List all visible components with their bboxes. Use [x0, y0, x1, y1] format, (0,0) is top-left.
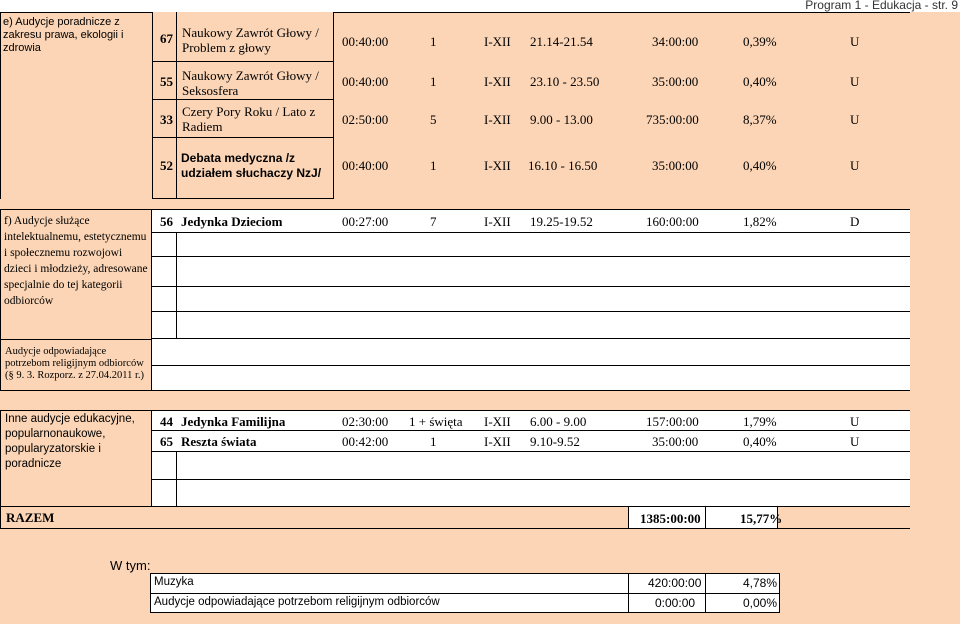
time-slot: 19.25-19.52	[530, 214, 593, 229]
program-title: Czery Pory Roku / Lato z Radiem	[182, 104, 316, 134]
page-header: Program 1 - Edukacja - str. 9	[805, 0, 958, 12]
duration: 00:40:00	[342, 34, 389, 49]
breakdown-name: Muzyka	[154, 576, 194, 588]
duration: 00:40:00	[342, 158, 389, 173]
percent: 1,82%	[743, 214, 777, 229]
type-code: U	[850, 414, 860, 429]
count: 5	[430, 112, 437, 127]
percent: 0,40%	[743, 158, 777, 173]
breakdown-value: 420:00:00	[648, 576, 702, 590]
type-code: U	[850, 34, 860, 49]
count: 1 + święta	[409, 414, 463, 429]
row-number: 55	[160, 74, 173, 89]
months: I-XII	[484, 158, 511, 173]
months: I-XII	[484, 74, 511, 89]
total-hours: 35:00:00	[652, 434, 699, 449]
row-number: 56	[160, 214, 173, 229]
duration: 02:30:00	[342, 414, 389, 429]
type-code: U	[850, 158, 860, 173]
category-other-label: Inne audycje edukacyjne, popularnonaukowe, popularyzatorskie i poradnicze	[5, 413, 135, 470]
category-f-label: f) Audycje służące intelektualnemu, estetycznemu i społecznemu rozwojowi dzieci i młodzieży, adresowane specjalnie do tej kategorii odbiorców	[4, 215, 148, 307]
time-slot: 6.00 - 9.00	[530, 414, 587, 429]
time-slot: 9.10-9.52	[530, 434, 580, 449]
duration: 00:27:00	[342, 214, 389, 229]
program-title: Naukowy Zawrót Głowy / Seksosfera	[182, 68, 319, 98]
row-number: 33	[160, 112, 173, 127]
percent: 0,39%	[743, 34, 777, 49]
total-hours: 34:00:00	[652, 34, 699, 49]
count: 1	[430, 158, 437, 173]
row-number: 65	[160, 434, 173, 449]
program-title: Jedynka Familijna	[181, 414, 286, 429]
total-hours: 735:00:00	[646, 112, 699, 127]
count: 1	[430, 434, 437, 449]
percent: 0,40%	[743, 74, 777, 89]
type-code: U	[850, 112, 860, 127]
percent: 0,40%	[743, 434, 777, 449]
time-slot: 16.10 - 16.50	[528, 158, 598, 173]
program-title: Jedynka Dzieciom	[181, 214, 283, 229]
type-code: U	[850, 434, 860, 449]
breakdown-percent: 4,78%	[743, 576, 778, 590]
months: I-XII	[484, 112, 511, 127]
breakdown-label: W tym:	[110, 558, 151, 573]
breakdown-value: 0:00:00	[655, 596, 696, 610]
total-hours: 35:00:00	[652, 74, 699, 89]
months: I-XII	[484, 214, 511, 229]
count: 1	[430, 74, 437, 89]
category-e-label: e) Audycje poradnicze z zakresu prawa, ekologii i zdrowia	[3, 16, 124, 54]
total-percent: 15,77%	[740, 511, 783, 526]
row-number: 67	[160, 31, 173, 46]
duration: 00:40:00	[342, 74, 389, 89]
count: 7	[430, 214, 437, 229]
percent: 1,79%	[743, 414, 777, 429]
total-value: 1385:00:00	[640, 511, 701, 526]
category-religious-label: Audycje odpowiadające potrzebom religijnym odbiorców (§ 9. 3. Rozporz. z 27.04.2011 r.)	[5, 346, 145, 381]
months: I-XII	[484, 414, 511, 429]
program-title: Reszta świata	[181, 434, 257, 449]
months: I-XII	[484, 434, 511, 449]
months: I-XII	[484, 34, 511, 49]
duration: 02:50:00	[342, 112, 389, 127]
total-label: RAZEM	[6, 510, 55, 525]
time-slot: 9.00 - 13.00	[530, 112, 593, 127]
duration: 00:42:00	[342, 434, 389, 449]
breakdown-percent: 0,00%	[743, 596, 778, 610]
row-number: 44	[160, 414, 173, 429]
total-hours: 160:00:00	[646, 214, 699, 229]
type-code: D	[850, 214, 860, 229]
percent: 8,37%	[743, 112, 777, 127]
breakdown-name: Audycje odpowiadające potrzebom religijnym odbiorców	[154, 596, 440, 608]
type-code: U	[850, 74, 860, 89]
count: 1	[430, 34, 437, 49]
row-number: 52	[160, 158, 173, 173]
program-title: Debata medyczna /z udziałem słuchaczy NzJ/	[181, 151, 322, 180]
program-title: Naukowy Zawrót Głowy / Problem z głowy	[182, 25, 319, 55]
time-slot: 23.10 - 23.50	[530, 74, 600, 89]
total-hours: 35:00:00	[652, 158, 699, 173]
time-slot: 21.14-21.54	[530, 34, 593, 49]
total-hours: 157:00:00	[646, 414, 699, 429]
